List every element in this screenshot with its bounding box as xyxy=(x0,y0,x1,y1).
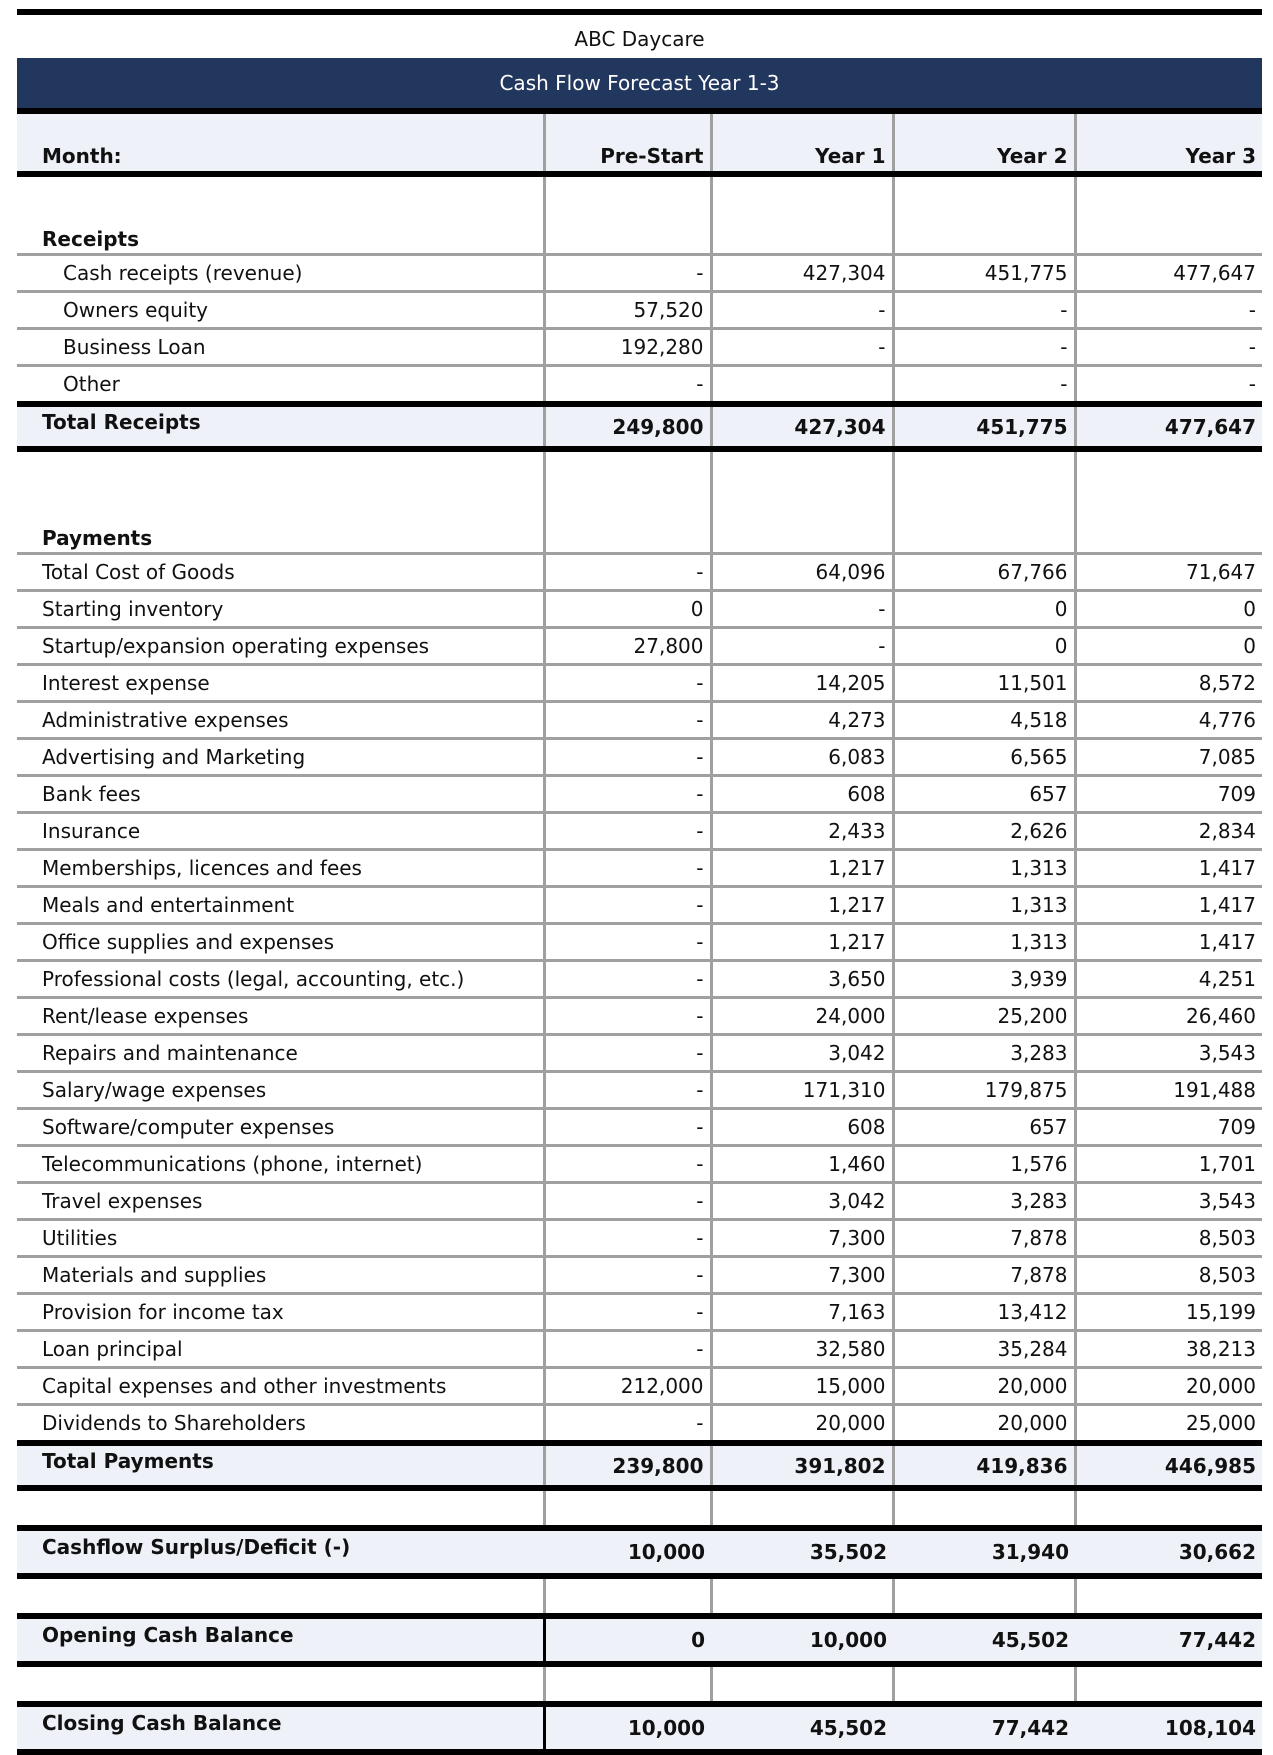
cell-year-1: - xyxy=(711,329,893,366)
cell-pre-start: - xyxy=(544,961,711,998)
row-label: Utilities xyxy=(17,1220,544,1257)
row-label: Cashflow Surplus/Deficit (-) xyxy=(17,1528,544,1576)
cell-year-2: 31,940 xyxy=(893,1528,1075,1576)
cell-pre-start: 0 xyxy=(544,1616,711,1664)
cell-year-2: 451,775 xyxy=(893,404,1075,449)
cell-pre-start: - xyxy=(544,702,711,739)
cell-year-2 xyxy=(893,1488,1075,1528)
row-label: Travel expenses xyxy=(17,1183,544,1220)
row-label: Administrative expenses xyxy=(17,702,544,739)
section-heading-receipts xyxy=(17,215,1262,255)
cell-year-2: - xyxy=(893,329,1075,366)
cell-year-1: 7,163 xyxy=(711,1294,893,1331)
row-label xyxy=(17,1576,544,1616)
cell-year-3: 108,104 xyxy=(1075,1704,1262,1752)
cell-pre-start: - xyxy=(544,1146,711,1183)
cell-year-2: 657 xyxy=(893,776,1075,813)
row-label: Capital expenses and other investments xyxy=(17,1368,544,1405)
cell-year-3: 20,000 xyxy=(1075,1368,1262,1405)
table-row-office-supplies-and-expenses xyxy=(17,924,1262,961)
report-title-band: Cash Flow Forecast Year 1-3 xyxy=(17,58,1262,108)
cell-pre-start: 212,000 xyxy=(544,1368,711,1405)
cell-year-2: 0 xyxy=(893,591,1075,628)
row-label: Startup/expansion operating expenses xyxy=(17,628,544,665)
cell-pre-start: - xyxy=(544,1257,711,1294)
cell-pre-start xyxy=(544,1664,711,1704)
row-label: Payments xyxy=(42,526,153,550)
cell-pre-start: 57,520 xyxy=(544,292,711,329)
row-label: Provision for income tax xyxy=(17,1294,544,1331)
row-label: Interest expense xyxy=(17,665,544,702)
cell-year-2: 1,313 xyxy=(893,850,1075,887)
row-label xyxy=(17,1488,544,1528)
cell-pre-start: - xyxy=(544,998,711,1035)
cell-year-3: 4,251 xyxy=(1075,961,1262,998)
row-label: Professional costs (legal, accounting, etc.) xyxy=(17,961,544,998)
col-header-pre-start: Pre-Start xyxy=(544,114,711,174)
cell-year-1 xyxy=(711,1576,893,1616)
cell-year-3: 8,572 xyxy=(1075,665,1262,702)
cell-pre-start: - xyxy=(544,665,711,702)
cell-year-1: - xyxy=(711,591,893,628)
cell-pre-start: - xyxy=(544,1220,711,1257)
cell-year-1 xyxy=(711,366,893,405)
cell-year-1: 3,650 xyxy=(711,961,893,998)
cell-pre-start: - xyxy=(544,1109,711,1146)
cell-year-3: - xyxy=(1075,366,1262,405)
table-row-business-loan xyxy=(17,329,1262,366)
row-label: Total Payments xyxy=(17,1443,544,1488)
cell-year-1: 3,042 xyxy=(711,1183,893,1220)
row-label xyxy=(17,174,544,215)
cell-year-2: 2,626 xyxy=(893,813,1075,850)
cell-year-2: - xyxy=(893,292,1075,329)
cell-year-1: 427,304 xyxy=(711,404,893,449)
cell-year-2: 13,412 xyxy=(893,1294,1075,1331)
cell-year-1: 24,000 xyxy=(711,998,893,1035)
row-label: Dividends to Shareholders xyxy=(17,1405,544,1444)
row-label: Total Receipts xyxy=(17,404,544,449)
cell-year-3: 8,503 xyxy=(1075,1257,1262,1294)
cell-year-1: 15,000 xyxy=(711,1368,893,1405)
cell-year-1: 6,083 xyxy=(711,739,893,776)
cell-year-3: 3,543 xyxy=(1075,1183,1262,1220)
cell-pre-start: 27,800 xyxy=(544,628,711,665)
cell-year-3 xyxy=(1075,1576,1262,1616)
cell-year-3: 1,417 xyxy=(1075,887,1262,924)
cashflow-surplus-row xyxy=(17,1528,1262,1576)
cell-pre-start: - xyxy=(544,1035,711,1072)
cell-year-2: 77,442 xyxy=(893,1704,1075,1752)
table-row-telecommunications-phone-internet xyxy=(17,1146,1262,1183)
cell-year-1: 7,300 xyxy=(711,1220,893,1257)
cell-year-1: 171,310 xyxy=(711,1072,893,1109)
row-label xyxy=(17,1664,544,1704)
cell-pre-start: 0 xyxy=(544,591,711,628)
table-row-software-computer-expenses xyxy=(17,1109,1262,1146)
spacer-row xyxy=(17,449,1262,514)
row-label: Bank fees xyxy=(17,776,544,813)
column-header-row xyxy=(17,114,1262,174)
row-label: Closing Cash Balance xyxy=(17,1704,544,1752)
cell-pre-start: - xyxy=(544,1072,711,1109)
cell-pre-start: - xyxy=(544,1331,711,1368)
cell-pre-start: - xyxy=(544,1183,711,1220)
row-label: Business Loan xyxy=(17,329,544,366)
col-header-year-1: Year 1 xyxy=(711,114,893,174)
cell-year-3 xyxy=(1075,1488,1262,1528)
cell-year-3: 1,417 xyxy=(1075,850,1262,887)
cell-year-1: 45,502 xyxy=(711,1704,893,1752)
cell-year-3: 709 xyxy=(1075,776,1262,813)
cell-year-3: 3,543 xyxy=(1075,1035,1262,1072)
cell-year-2 xyxy=(893,174,1075,215)
cell-year-2: 657 xyxy=(893,1109,1075,1146)
table-row-salary-wage-expenses xyxy=(17,1072,1262,1109)
row-label: Starting inventory xyxy=(17,591,544,628)
cell-year-1: 64,096 xyxy=(711,554,893,591)
row-label: Advertising and Marketing xyxy=(17,739,544,776)
table-row-owners-equity xyxy=(17,292,1262,329)
table-row-startup-expansion-operating-expenses xyxy=(17,628,1262,665)
cell-year-2: 67,766 xyxy=(893,554,1075,591)
table-row-administrative-expenses xyxy=(17,702,1262,739)
row-label: Receipts xyxy=(42,227,140,251)
table-row-total-cost-of-goods xyxy=(17,554,1262,591)
cell-year-1: 1,217 xyxy=(711,850,893,887)
cell-year-3: 2,834 xyxy=(1075,813,1262,850)
cell-year-2 xyxy=(893,1576,1075,1616)
cell-year-1: 32,580 xyxy=(711,1331,893,1368)
table-row-other xyxy=(17,366,1262,405)
spacer-row xyxy=(17,1576,1262,1616)
table-row-travel-expenses xyxy=(17,1183,1262,1220)
cell-year-1: 608 xyxy=(711,1109,893,1146)
cell-pre-start: - xyxy=(544,776,711,813)
cell-year-3: 7,085 xyxy=(1075,739,1262,776)
cell-year-1: 14,205 xyxy=(711,665,893,702)
cell-pre-start: 10,000 xyxy=(544,1528,711,1576)
cell-year-2: 11,501 xyxy=(893,665,1075,702)
table-row-starting-inventory xyxy=(17,591,1262,628)
cell-pre-start: - xyxy=(544,1405,711,1444)
cell-year-3: 446,985 xyxy=(1075,1443,1262,1488)
cell-year-2 xyxy=(893,449,1075,514)
table-row-rent-lease-expenses xyxy=(17,998,1262,1035)
cell-year-3: 8,503 xyxy=(1075,1220,1262,1257)
cell-pre-start: - xyxy=(544,924,711,961)
cell-year-2: 451,775 xyxy=(893,255,1075,292)
cell-pre-start xyxy=(544,1488,711,1528)
cell-year-2 xyxy=(893,514,1075,554)
row-label: Meals and entertainment xyxy=(17,887,544,924)
row-label xyxy=(17,449,544,514)
table-row-memberships-licences-and-fees xyxy=(17,850,1262,887)
cell-year-3 xyxy=(1075,174,1262,215)
cell-year-3: - xyxy=(1075,329,1262,366)
cell-year-2: 4,518 xyxy=(893,702,1075,739)
cell-year-2 xyxy=(893,1664,1075,1704)
cell-pre-start: - xyxy=(544,1294,711,1331)
cell-year-3: 77,442 xyxy=(1075,1616,1262,1664)
cell-year-1: 4,273 xyxy=(711,702,893,739)
cell-year-1 xyxy=(711,1664,893,1704)
table-row-professional-costs-legal-accounting-etc xyxy=(17,961,1262,998)
cell-year-2 xyxy=(893,215,1075,255)
cell-pre-start: - xyxy=(544,887,711,924)
table-row-capital-expenses-and-other-investments xyxy=(17,1368,1262,1405)
cell-year-2: 3,283 xyxy=(893,1035,1075,1072)
table-row-insurance xyxy=(17,813,1262,850)
cell-year-2: 7,878 xyxy=(893,1220,1075,1257)
row-label: Telecommunications (phone, internet) xyxy=(17,1146,544,1183)
table-row-bank-fees xyxy=(17,776,1262,813)
table-row-cash-receipts-revenue xyxy=(17,255,1262,292)
cell-pre-start: 192,280 xyxy=(544,329,711,366)
cell-year-2: 7,878 xyxy=(893,1257,1075,1294)
row-label: Other xyxy=(17,366,544,405)
cell-year-3 xyxy=(1075,449,1262,514)
cell-year-3: 1,701 xyxy=(1075,1146,1262,1183)
cell-year-3: 0 xyxy=(1075,628,1262,665)
cell-year-3: 477,647 xyxy=(1075,255,1262,292)
cell-pre-start xyxy=(544,514,711,554)
spacer-row xyxy=(17,174,1262,215)
cell-year-3: 709 xyxy=(1075,1109,1262,1146)
cell-year-3 xyxy=(1075,514,1262,554)
cell-pre-start xyxy=(544,174,711,215)
cell-year-2: 25,200 xyxy=(893,998,1075,1035)
cell-year-3: 25,000 xyxy=(1075,1405,1262,1444)
table-row-meals-and-entertainment xyxy=(17,887,1262,924)
cell-year-1: 35,502 xyxy=(711,1528,893,1576)
cell-year-3 xyxy=(1075,215,1262,255)
cell-year-1: 608 xyxy=(711,776,893,813)
row-label: Opening Cash Balance xyxy=(17,1616,544,1664)
closing-cash-balance-row xyxy=(17,1704,1262,1752)
cell-year-1: 1,217 xyxy=(711,887,893,924)
spacer-row xyxy=(17,1488,1262,1528)
cell-year-3: 1,417 xyxy=(1075,924,1262,961)
cell-year-2: 20,000 xyxy=(893,1405,1075,1444)
cell-year-3: 15,199 xyxy=(1075,1294,1262,1331)
row-label: Loan principal xyxy=(17,1331,544,1368)
table-row-interest-expense xyxy=(17,665,1262,702)
cell-year-1: 2,433 xyxy=(711,813,893,850)
cell-year-2: 0 xyxy=(893,628,1075,665)
cell-year-2: 45,502 xyxy=(893,1616,1075,1664)
table-row-utilities xyxy=(17,1220,1262,1257)
cell-year-1: 1,217 xyxy=(711,924,893,961)
spacer-row xyxy=(17,1664,1262,1704)
table-row-advertising-and-marketing xyxy=(17,739,1262,776)
cell-pre-start: 239,800 xyxy=(544,1443,711,1488)
cell-year-1: 427,304 xyxy=(711,255,893,292)
cell-year-1: 20,000 xyxy=(711,1405,893,1444)
month-header: Month: xyxy=(17,114,544,174)
cell-pre-start: 249,800 xyxy=(544,404,711,449)
cell-year-1 xyxy=(711,449,893,514)
cell-year-1: 7,300 xyxy=(711,1257,893,1294)
cell-year-1: 3,042 xyxy=(711,1035,893,1072)
cell-year-3: - xyxy=(1075,292,1262,329)
table-row-loan-principal xyxy=(17,1331,1262,1368)
total-receipts-row xyxy=(17,404,1262,449)
cell-year-1 xyxy=(711,514,893,554)
cell-year-1: 10,000 xyxy=(711,1616,893,1664)
row-label: Materials and supplies xyxy=(17,1257,544,1294)
cell-year-2: 35,284 xyxy=(893,1331,1075,1368)
col-header-year-2: Year 2 xyxy=(893,114,1075,174)
row-label: Salary/wage expenses xyxy=(17,1072,544,1109)
cell-year-3: 0 xyxy=(1075,591,1262,628)
cell-pre-start xyxy=(544,1576,711,1616)
cash-flow-table xyxy=(17,114,1262,1755)
row-label: Repairs and maintenance xyxy=(17,1035,544,1072)
row-label: Owners equity xyxy=(17,292,544,329)
table-row-provision-for-income-tax xyxy=(17,1294,1262,1331)
cell-year-2: 3,283 xyxy=(893,1183,1075,1220)
cell-year-3: 477,647 xyxy=(1075,404,1262,449)
cell-year-1 xyxy=(711,174,893,215)
cell-year-2: 1,313 xyxy=(893,887,1075,924)
cell-year-2: 3,939 xyxy=(893,961,1075,998)
table-row-repairs-and-maintenance xyxy=(17,1035,1262,1072)
cell-year-3: 4,776 xyxy=(1075,702,1262,739)
row-label: Total Cost of Goods xyxy=(17,554,544,591)
cell-pre-start: 10,000 xyxy=(544,1704,711,1752)
cell-year-1: 391,802 xyxy=(711,1443,893,1488)
cell-pre-start: - xyxy=(544,554,711,591)
cell-pre-start: - xyxy=(544,255,711,292)
cell-year-1 xyxy=(711,1488,893,1528)
col-header-year-3: Year 3 xyxy=(1075,114,1262,174)
cell-year-3: 71,647 xyxy=(1075,554,1262,591)
cell-year-1: 1,460 xyxy=(711,1146,893,1183)
cell-year-3: 30,662 xyxy=(1075,1528,1262,1576)
cell-year-2: 1,313 xyxy=(893,924,1075,961)
cell-year-2: 6,565 xyxy=(893,739,1075,776)
section-heading-payments xyxy=(17,514,1262,554)
cell-year-3 xyxy=(1075,1664,1262,1704)
row-label: Office supplies and expenses xyxy=(17,924,544,961)
row-label: Software/computer expenses xyxy=(17,1109,544,1146)
cell-year-3: 191,488 xyxy=(1075,1072,1262,1109)
cell-year-3: 26,460 xyxy=(1075,998,1262,1035)
cell-pre-start xyxy=(544,215,711,255)
row-label: Memberships, licences and fees xyxy=(17,850,544,887)
cell-pre-start: - xyxy=(544,739,711,776)
cell-year-2: 179,875 xyxy=(893,1072,1075,1109)
row-label: Rent/lease expenses xyxy=(17,998,544,1035)
table-row-dividends-to-shareholders xyxy=(17,1405,1262,1444)
cell-year-1: - xyxy=(711,628,893,665)
cell-year-1 xyxy=(711,215,893,255)
cell-year-2: - xyxy=(893,366,1075,405)
top-rule xyxy=(17,9,1262,15)
cell-year-2: 419,836 xyxy=(893,1443,1075,1488)
cell-year-2: 1,576 xyxy=(893,1146,1075,1183)
company-name: ABC Daycare xyxy=(574,27,705,51)
opening-cash-balance-row xyxy=(17,1616,1262,1664)
cell-pre-start xyxy=(544,449,711,514)
cell-year-1: - xyxy=(711,292,893,329)
cell-year-3: 38,213 xyxy=(1075,1331,1262,1368)
cell-pre-start: - xyxy=(544,366,711,405)
row-label: Cash receipts (revenue) xyxy=(17,255,544,292)
table-row-materials-and-supplies xyxy=(17,1257,1262,1294)
cell-pre-start: - xyxy=(544,850,711,887)
cell-pre-start: - xyxy=(544,813,711,850)
row-label: Insurance xyxy=(17,813,544,850)
total-payments-row xyxy=(17,1443,1262,1488)
cell-year-2: 20,000 xyxy=(893,1368,1075,1405)
